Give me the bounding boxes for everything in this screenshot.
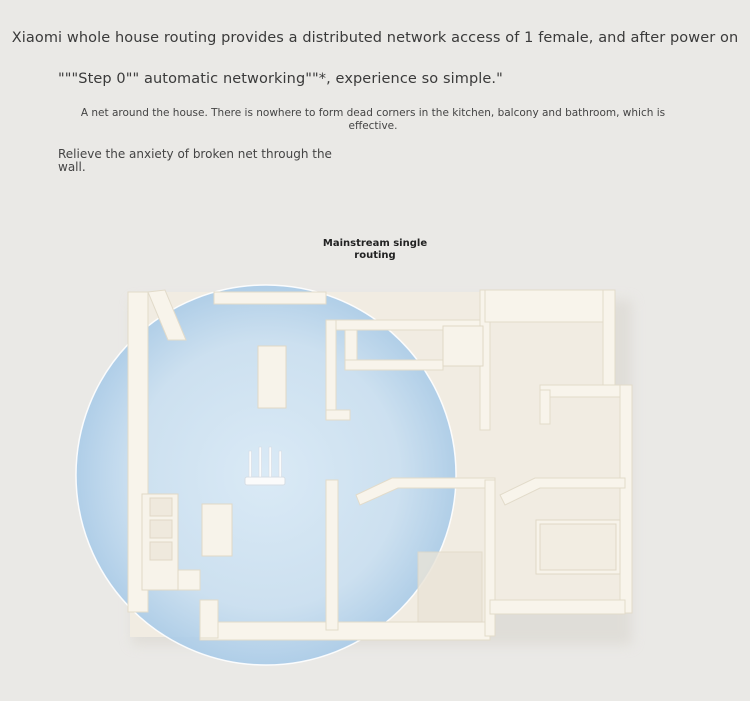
router-label: Mainstream single routing xyxy=(322,238,428,261)
kitchen-counter xyxy=(443,326,483,366)
subtext: A net around the house. There is nowhere to form dead corners in the kitchen, balcony and bathroom, which is effective. xyxy=(80,107,666,132)
bathroom-fixture xyxy=(418,552,482,622)
tv-cabinet xyxy=(258,346,286,408)
floor-plan-illustration xyxy=(0,200,750,701)
coffee-table xyxy=(202,504,232,556)
headline-2: """Step 0"" automatic networking""*, experience so simple." xyxy=(58,71,503,87)
relieve-text: Relieve the anxiety of broken net through the wall. xyxy=(58,147,332,174)
headline-1: Xiaomi whole house routing provides a distributed network access of 1 female, and after power on xyxy=(11,30,739,46)
